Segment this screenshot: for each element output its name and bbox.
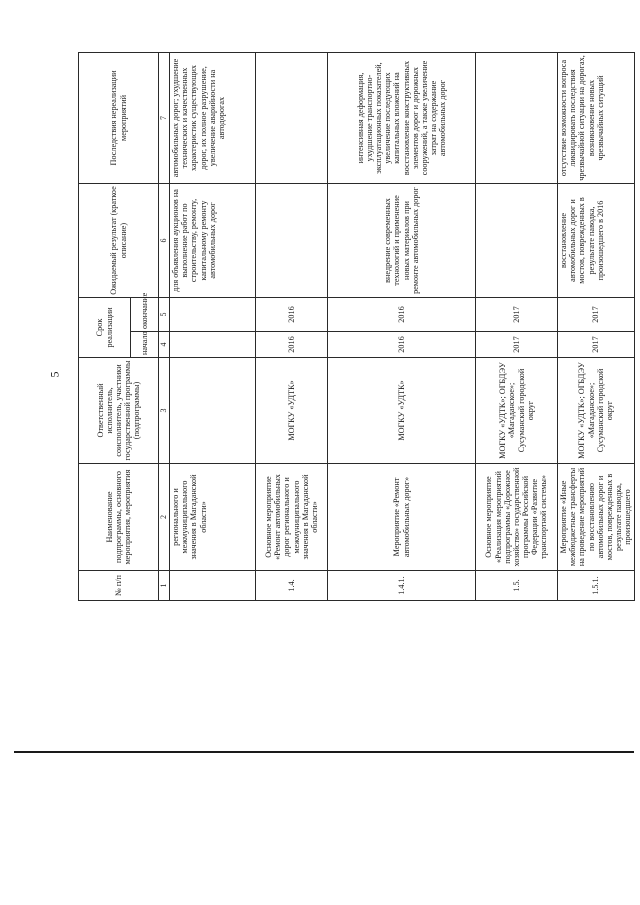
cell-result (256, 184, 328, 298)
header-period: Срок реализации (79, 298, 131, 358)
cell-consequences: автомобильных дорог; ухудшение технических и качественных характеристик существующих дорог, их полное разрушение, увеличение аварийности на автодорогах (170, 53, 256, 184)
col-number: 6 (159, 184, 170, 298)
cell-result: внедрение современных технологий и применение новых материалов при ремонте автомобильных дорог (328, 184, 476, 298)
cell-start: 2017 (558, 332, 635, 358)
cell-executor: МОГКУ «УДТК» (328, 358, 476, 464)
cell-executor: МОГКУ «УДТК»; ОГБДЭУ «Магаданское»; Сусуманский городской округ (476, 358, 558, 464)
cell-result (476, 184, 558, 298)
cell-result: восстановление автомобильных дорог и мостов, поврежденных в результате паводка, произошедшего в 2016 (558, 184, 635, 298)
header-no: № п/п (79, 571, 159, 601)
cell-end: 2016 (256, 298, 328, 332)
rotated-table-area (78, 53, 633, 601)
table-row (328, 53, 476, 601)
col-number: 2 (159, 464, 170, 571)
header-start: начало (131, 332, 159, 358)
col-number: 3 (159, 358, 170, 464)
cell-consequences: интенсивная деформация, ухудшение транспортно-эксплуатационных показателей, увеличение последующих капитальных вложений на восстановление конструктивных элементов дорог и дорожных сооружений, а также увеличение затрат на содержание автомобильных дорог (328, 53, 476, 184)
col-number: 4 (159, 332, 170, 358)
cell-start: 2016 (256, 332, 328, 358)
header-end: окончание (131, 298, 159, 332)
col-number: 5 (159, 298, 170, 332)
cell-end: 2016 (328, 298, 476, 332)
cell-end (170, 298, 256, 332)
cell-name: Основное мероприятие «Ремонт автомобильных дорог регионального и межмуниципального значения в Магаданской области» (256, 464, 328, 571)
cell-executor (170, 358, 256, 464)
cell-executor: МОГКУ «УДТК»; ОГБДЭУ «Магаданское»; Сусуманский городской округ (558, 358, 635, 464)
cell-end: 2017 (558, 298, 635, 332)
table-row (256, 53, 328, 601)
cell-name: Мероприятие «Ремонт автомобильных дорог» (328, 464, 476, 571)
page-divider-line (14, 751, 634, 753)
cell-end: 2017 (476, 298, 558, 332)
cell-name: Мероприятие «Иные межбюджетные трансферты на проведение мероприятий по восстановлению автомобильных дорог и мостов, поврежденных в результате паводка, произошедшего (558, 464, 635, 571)
page-number: 5 (47, 371, 62, 378)
cell-executor: МОГКУ «УДТК» (256, 358, 328, 464)
cell-no: 1.5.1. (558, 571, 635, 601)
cell-consequences (476, 53, 558, 184)
cell-start: 2017 (476, 332, 558, 358)
cell-name: Основное мероприятие «Реализация мероприятий подпрограммы «Дорожное хозяйство» государственной программы Российской Федерации «Развитие транспортной системы» (476, 464, 558, 571)
program-table (78, 52, 635, 601)
cell-consequences (256, 53, 328, 184)
cell-start (170, 332, 256, 358)
col-number: 1 (159, 571, 170, 601)
header-executor: Ответственный исполнитель, соисполнитель, участники государственной программы (подпрограммы) (79, 358, 159, 464)
col-number: 7 (159, 53, 170, 184)
cell-no: 1.4. (256, 571, 328, 601)
cell-no: 1.4.1. (328, 571, 476, 601)
header-result: Ожидаемый результат (краткое описание) (79, 184, 159, 298)
table-row (170, 53, 256, 601)
cell-result: для объявления аукционов на выполнение работ по строительству, ремонту, капитальному ремонту автомобильных дорог (170, 184, 256, 298)
cell-name: регионального и межмуниципального значения в Магаданской области» (170, 464, 256, 571)
cell-no: 1.5. (476, 571, 558, 601)
cell-consequences: отсутствие возможности вопроса ликвидировать последствия чрезвычайной ситуации на дорогах, возникновение новых чрезвычайных ситуаций (558, 53, 635, 184)
table-row (476, 53, 558, 601)
header-consequences: Последствия нереализации мероприятий (79, 53, 159, 184)
header-name: Наименование подпрограммы, основного мероприятия, мероприятия (79, 464, 159, 571)
table-row (558, 53, 635, 601)
cell-no (170, 571, 256, 601)
cell-start: 2016 (328, 332, 476, 358)
